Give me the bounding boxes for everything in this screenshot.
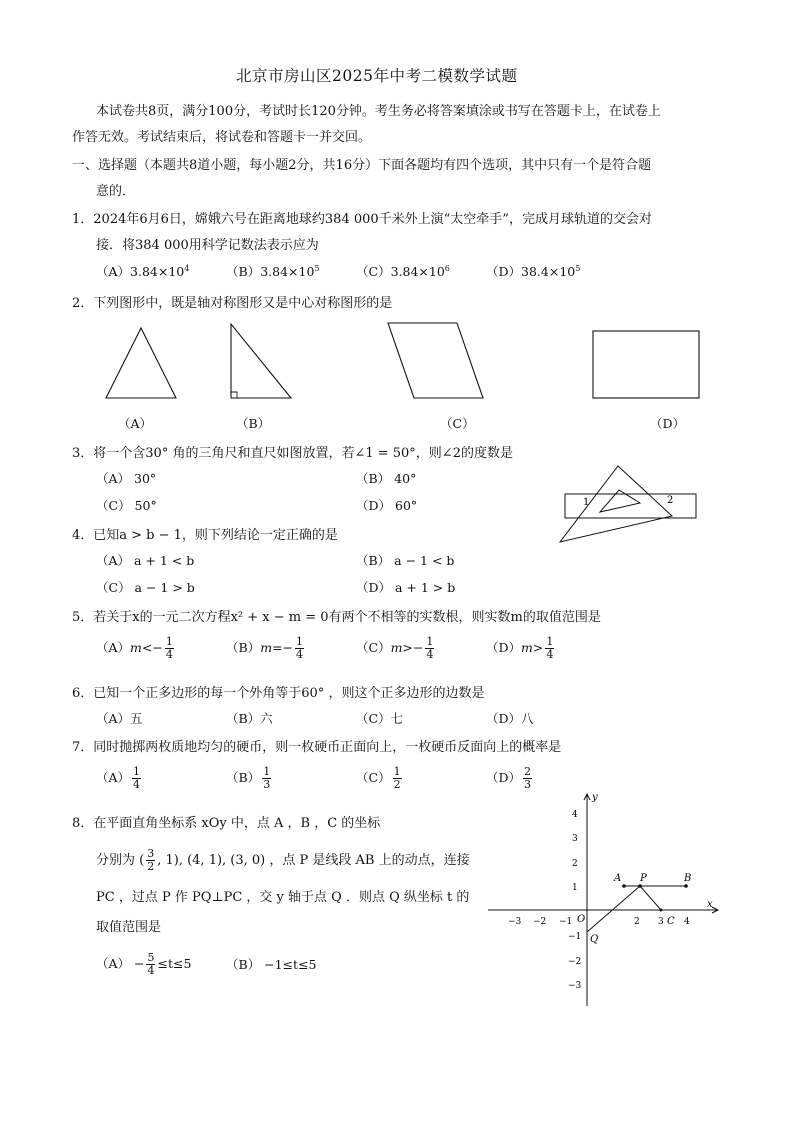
q2-label-c: （C） <box>440 416 475 431</box>
y-tick-label: −3 <box>568 981 582 991</box>
intro-line-2: 作答无效。考试结束后，将试卷和答题卡一并交回。 <box>72 130 372 145</box>
q2-label-a: （A） <box>118 416 153 431</box>
q6-option-b: （B）六 <box>226 711 273 726</box>
page-title: 北京市房山区2025年中考二模数学试题 <box>236 67 518 85</box>
y-tick-label: 4 <box>572 810 578 820</box>
angle-2-label: 2 <box>667 495 674 506</box>
q4-option-d: （D） a + 1 > b <box>356 580 456 595</box>
q1-option-d: $(D)38.4\times 10^5$ <box>486 263 581 279</box>
y-tick-label: 3 <box>572 834 578 844</box>
q8-option-a: （A） − $\frac{5}{4}$ ≤t≤5 <box>96 951 192 977</box>
q4-option-a: （A） a + 1 < b <box>96 553 195 568</box>
q3-option-a: （A） 30° <box>96 471 157 486</box>
point-q-label: Q <box>590 934 599 945</box>
q7-stem: 7．同时抛掷两枚质地均匀的硬币，则一枚硬币正面向上，一枚硬币反面向上的概率是 <box>72 740 562 755</box>
q4-option-b: （B） a − 1 < b <box>356 553 455 568</box>
q4-stem: 4．已知a > b − 1，则下列结论一定正确的是 <box>72 528 338 543</box>
q5-option-c: （C）m>− $\frac{1}{4}$ <box>356 635 434 661</box>
x-tick-label: 4 <box>684 917 690 927</box>
section-heading-line-2: 意的． <box>96 184 136 199</box>
q3-stem: 3．将一个含30° 角的三角尺和直尺如图放置，若∠1 = 50°，则∠2的度数是 <box>72 446 513 461</box>
q4-option-c: （C） a − 1 > b <box>96 580 195 595</box>
segment-pc <box>640 886 661 910</box>
x-axis-label: x <box>707 899 713 910</box>
q1-option-b: $(B)3.84\times 10^5$ <box>226 263 320 279</box>
point-p <box>638 884 642 888</box>
angle-1-label: 1 <box>583 497 590 508</box>
point-b <box>684 884 688 888</box>
point-c <box>660 909 663 912</box>
origin-label: O <box>577 914 586 925</box>
y-tick-label: 1 <box>572 883 578 893</box>
q7-option-c: （C） $\frac{1}{2}$ <box>356 765 401 791</box>
q6-option-d: （D）八 <box>486 711 534 726</box>
x-tick-label: 3 <box>658 917 664 927</box>
point-a-label: A <box>614 873 622 884</box>
q3-option-c: （C） 50° <box>96 498 157 513</box>
q3-option-d: （D） 60° <box>356 498 418 513</box>
point-a <box>622 884 626 888</box>
y-tick-label: −2 <box>568 957 582 967</box>
y-tick-label: −1 <box>568 932 582 942</box>
q8-option-b: （B） −1≤t≤5 <box>226 957 317 972</box>
q5-option-d: （D）m> $\frac{1}{4}$ <box>486 635 554 661</box>
point-p-label: P <box>640 873 647 884</box>
q8-stem-line-3: PC ，过点 P 作 PQ⊥PC ，交 y 轴于点 Q ．则点 Q 纵坐标 t 的 <box>96 890 470 905</box>
x-tick-label: −2 <box>533 917 547 927</box>
q5-option-a: （A）m<− $\frac{1}{4}$ <box>96 635 173 661</box>
q8-stem-line-4: 取值范围是 <box>96 920 162 935</box>
q3-option-b: （B） 40° <box>356 471 417 486</box>
q2-stem: 2．下列图形中，既是轴对称图形又是中心对称图形的是 <box>72 296 393 311</box>
q8-stem-line-1: 8．在平面直角坐标系 xOy 中，点 A ，B ，C 的坐标 <box>72 816 381 831</box>
x-tick-label: −3 <box>508 917 522 927</box>
q5-stem: 5．若关于x的一元二次方程x² + x − m = 0有两个不相等的实数根，则实数m的取值范围是 <box>72 610 601 625</box>
section-heading-line-1: 一、选择题（本题共8道小题，每小题2分，共16分）下面各题均有四个选项，其中只有一个是符合题 <box>72 158 652 173</box>
point-c-label: C <box>667 916 675 927</box>
q5-option-b: （B）m=− $\frac{1}{4}$ <box>226 635 303 661</box>
intro-line-1: 本试卷共8页，满分100分，考试时长120分钟。考生务必将答案填涂或书写在答题卡上，在试卷上 <box>96 104 661 119</box>
q8-stem-line-2: 分别为 ( $\frac{3}{2}$ , 1), (4, 1), (3, 0) ，点 P 是线段 AB 上的动点，连接 <box>96 847 470 873</box>
q7-option-d: （D） $\frac{2}{3}$ <box>486 765 532 791</box>
point-b-label: B <box>684 873 692 884</box>
q6-stem: 6．已知一个正多边形的每一个外角等于60° ，则这个正多边形的边数是 <box>72 686 485 701</box>
q1-option-c: $(C)3.84\times 10^6$ <box>356 263 450 279</box>
q1-stem-line-2: 接．将384 000用科学记数法表示应为 <box>96 238 319 253</box>
y-axis-label: y <box>592 792 598 803</box>
q6-option-c: （C）七 <box>356 711 404 726</box>
segment-pq <box>587 886 640 932</box>
q6-option-a: （A）五 <box>96 711 143 726</box>
q2-label-b: （B） <box>236 416 271 431</box>
q7-option-b: （B） $\frac{1}{3}$ <box>226 765 271 791</box>
y-tick-label: 2 <box>572 859 578 869</box>
x-tick-label: −1 <box>559 917 573 927</box>
q2-label-d: （D） <box>650 416 686 431</box>
q1-option-a: $(A)3.84\times 10^4$ <box>96 263 190 279</box>
q1-stem-line-1: 1．2024年6月6日，嫦娥六号在距离地球约384 000千米外上演“太空牵手”，完成月球轨道的交会对 <box>72 212 652 227</box>
q7-option-a: （A） $\frac{1}{4}$ <box>96 765 141 791</box>
x-tick-label: 2 <box>634 917 640 927</box>
